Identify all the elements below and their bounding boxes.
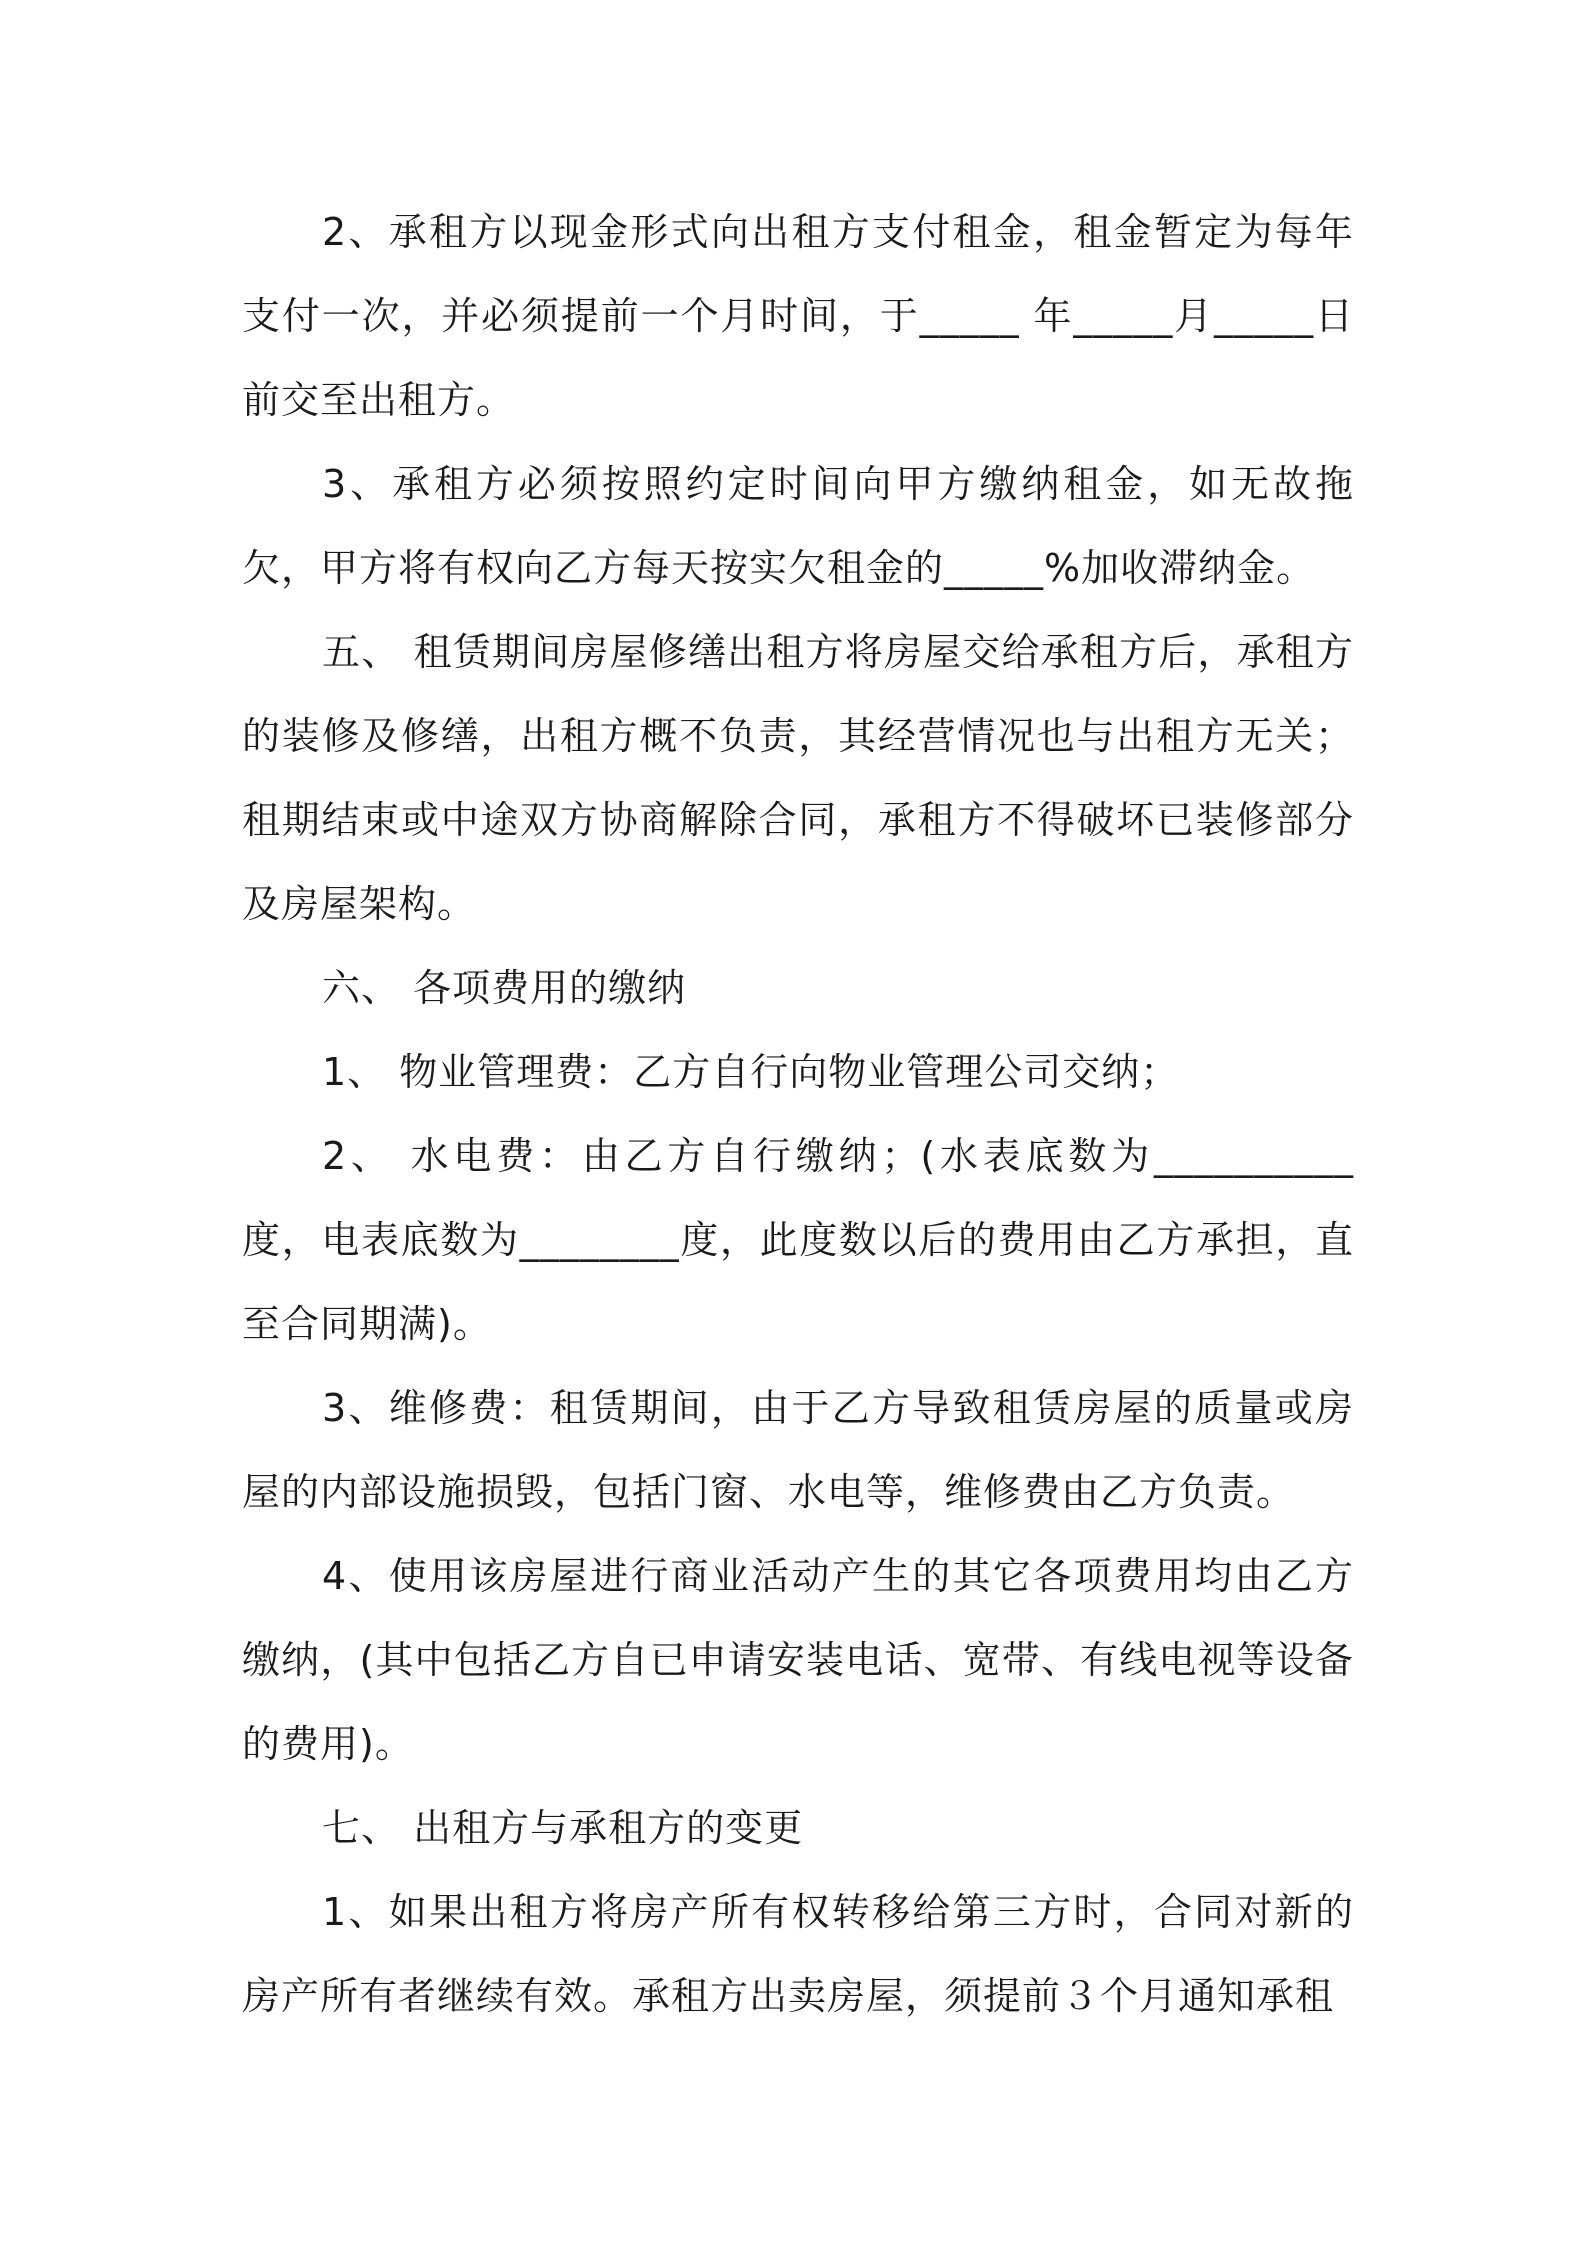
section-heading-fees: 六、 各项费用的缴纳	[322, 966, 687, 1010]
clause-other-fees: 4、使用该房屋进行商业活动产生的其它各项费用均由乙方缴纳，(其中包括乙方自已申请安装电话、宽带、有线电视等设备的费用)。	[242, 1554, 1354, 1766]
section-heading-changes: 七、 出租方与承租方的变更	[322, 1806, 804, 1850]
clause-rent-payment: 2、承租方以现金形式向出租方支付租金，租金暂定为每年支付一次，并必须提前一个月时间，于_____ 年_____月_____日前交至出租方。	[242, 210, 1354, 422]
clause-utilities: 2、 水电费：由乙方自行缴纳；(水表底数为__________度，电表底数为________度，此度数以后的费用由乙方承担，直至合同期满)。	[242, 1134, 1354, 1346]
document-body	[242, 190, 1354, 2038]
clause-property-fee: 1、 物业管理费：乙方自行向物业管理公司交纳；	[322, 1050, 1180, 1094]
clause-ownership-transfer: 1、如果出租方将房产所有权转移给第三方时，合同对新的房产所有者继续有效。承租方出卖房屋，须提前３个月通知承租	[242, 1890, 1354, 2018]
clause-repairs-heading: 五、 租赁期间房屋修缮出租方将房屋交给承租方后，承租方的装修及修缮，出租方概不负责，其经营情况也与出租方无关；租期结束或中途双方协商解除合同，承租方不得破坏已装修部分及房屋架构。	[242, 630, 1354, 926]
clause-late-fee: 3、承租方必须按照约定时间向甲方缴纳租金，如无故拖欠，甲方将有权向乙方每天按实欠租金的_____%加收滞纳金。	[242, 462, 1354, 590]
clause-maintenance-fee: 3、维修费：租赁期间，由于乙方导致租赁房屋的质量或房屋的内部设施损毁，包括门窗、水电等，维修费由乙方负责。	[242, 1386, 1354, 1514]
